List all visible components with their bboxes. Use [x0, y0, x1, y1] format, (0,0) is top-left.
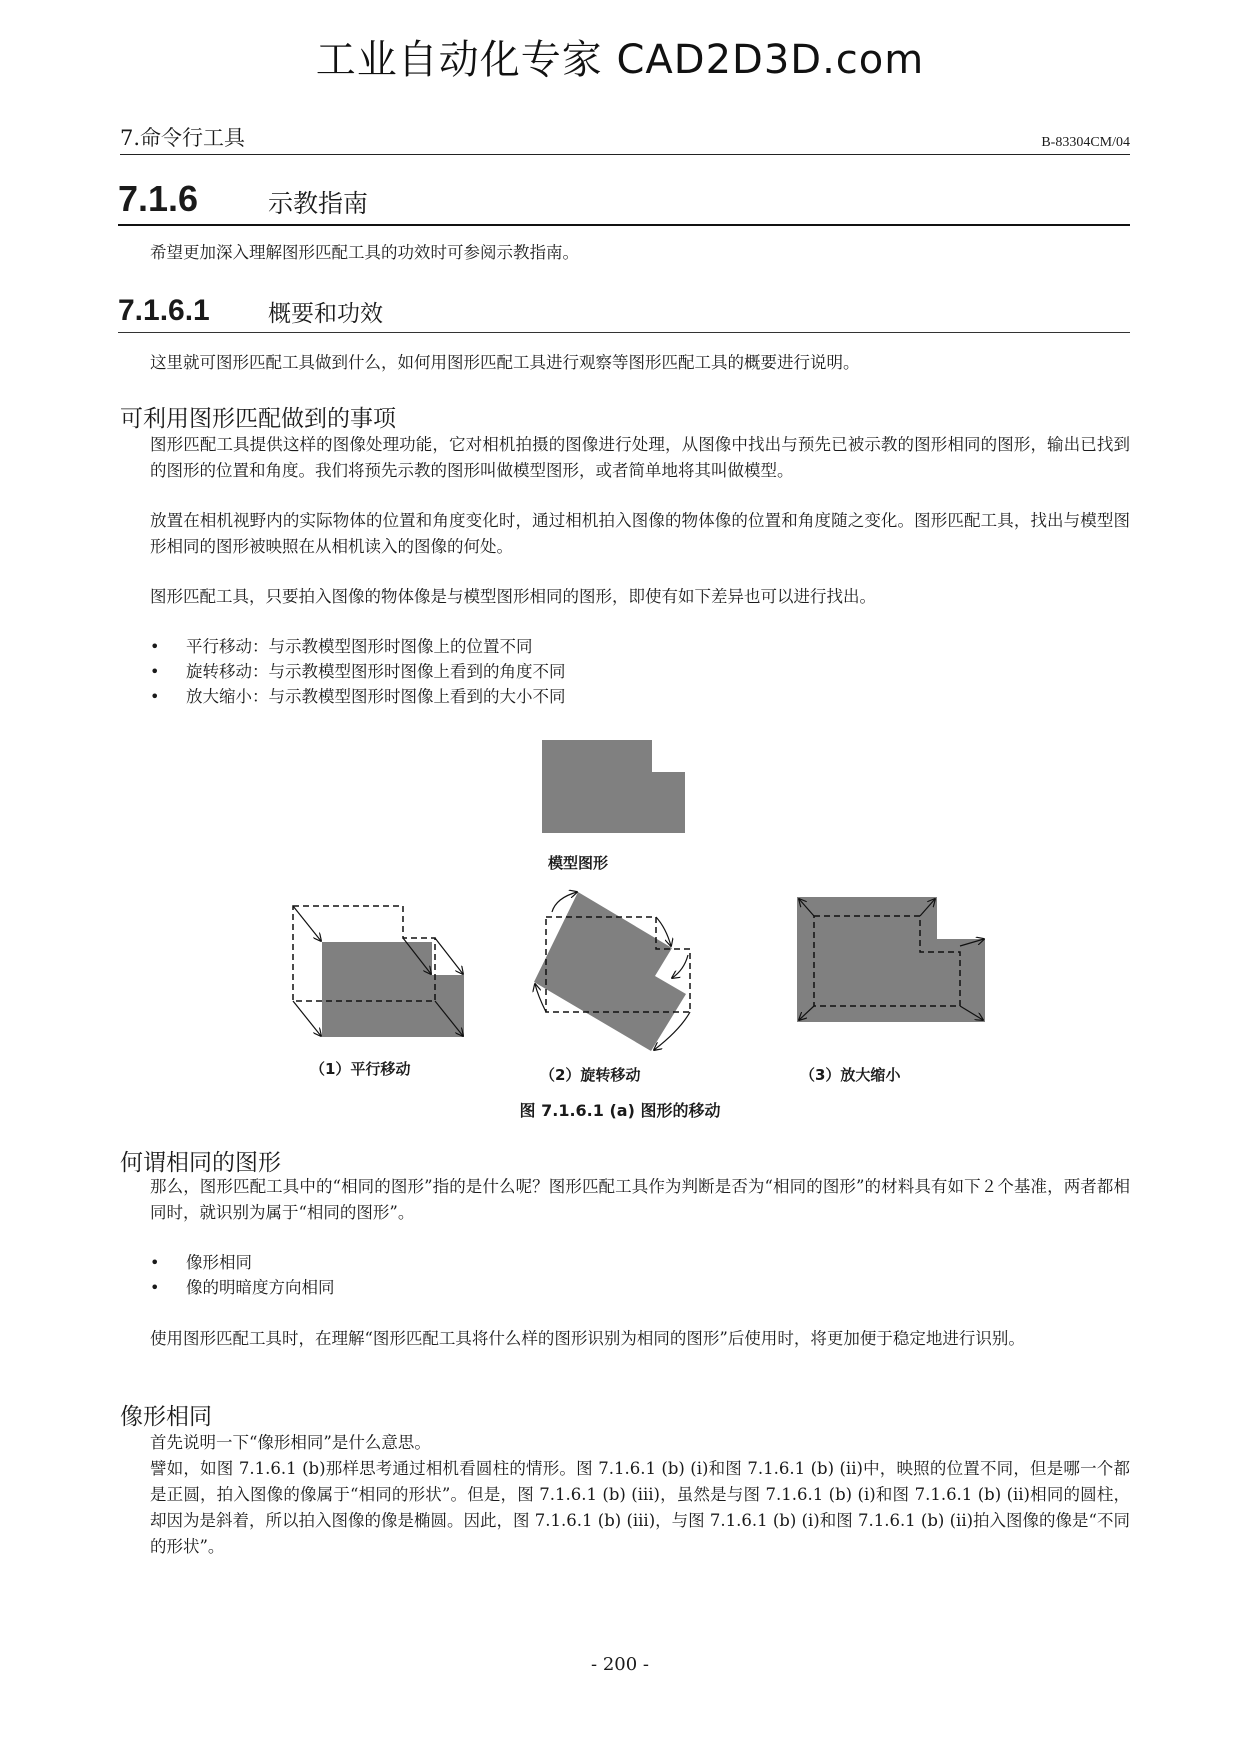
heading-capabilities: 可利用图形匹配做到的事项 — [120, 406, 396, 432]
paragraph-image-shape-1: 首先说明一下“像形相同”是什么意思。 — [150, 1433, 431, 1452]
rotation-diagram — [534, 892, 690, 1051]
figure-caption: 图 7.1.6.1 (a) 图形的移动 — [519, 1101, 721, 1120]
list-item: • 放大缩小：与示教模型图形时图像上看到的大小不同 — [150, 684, 566, 709]
model-label: 模型图形 — [548, 854, 609, 872]
subsection-title: 概要和功效 — [268, 301, 383, 327]
chapter-title: 7.命令行工具 — [120, 126, 246, 150]
label-rotation: （2）旋转移动 — [540, 1066, 641, 1084]
label-translation: （1）平行移动 — [310, 1060, 411, 1078]
section-intro: 希望更加深入理解图形匹配工具的功效时可参阅示教指南。 — [150, 243, 579, 262]
section-title: 示教指南 — [268, 189, 369, 218]
subsection-number: 7.1.6.1 — [118, 294, 210, 327]
subsection-intro: 这里就可图形匹配工具做到什么，如何用图形匹配工具进行观察等图形匹配工具的概要进行说明。 — [150, 353, 860, 372]
heading-image-shape: 像形相同 — [120, 1404, 212, 1430]
list-item: • 像的明暗度方向相同 — [150, 1275, 335, 1300]
paragraph-same-shape-1: 那么，图形匹配工具中的“相同的图形”指的是什么呢？图形匹配工具作为判断是否为“相同的图形”的材料具有如下２个基准，两者都相同时，就识别为属于“相同的图形”。 — [150, 1177, 1130, 1222]
document-id: B-83304CM/04 — [1041, 135, 1130, 150]
paragraph-image-shape-2: 譬如，如图 7.1.6.1 (b)那样思考通过相机看圆柱的情形。图 7.1.6.1 (b) (i)和图 7.1.6.1 (b) (ii)中，映照的位置不同，但是哪一个都是正圆，拍入图像的像属于“相同的形状”。但是，图 7.1.6.1 (b) (iii)，虽然是与图 7.1.6.1 (b) (i)和图 7.1.6.1 (b) (ii)相同的圆柱，却因为是斜着，所以拍入图像的像是椭圆。因此，图 7.1.6.1 (b) (iii)，与图 7.1.6.1 (b) (i)和图 7.1.6.1 (b) (ii)拍入图像的像是“不同的形状”。 — [150, 1459, 1130, 1556]
paragraph-capabilities-1: 图形匹配工具提供这样的图像处理功能，它对相机拍摄的图像进行处理，从图像中找出与预先已被示教的图形相同的图形，输出已找到的图形的位置和角度。我们将预先示教的图形叫做模型图形，或者简单地将其叫做模型。 — [150, 435, 1130, 480]
paragraph-capabilities-3: 图形匹配工具，只要拍入图像的物体像是与模型图形相同的图形，即使有如下差异也可以进行找出。 — [150, 587, 876, 606]
translation-diagram — [293, 906, 464, 1037]
page-number: - 200 - — [591, 1654, 649, 1675]
heading-same-shape: 何谓相同的图形 — [120, 1150, 281, 1176]
list-item: • 像形相同 — [150, 1250, 335, 1275]
model-shape — [542, 740, 685, 833]
list-item: • 平行移动：与示教模型图形时图像上的位置不同 — [150, 634, 566, 659]
criteria-list — [150, 1250, 335, 1300]
watermark-text: 工业自动化专家 CAD2D3D.com — [315, 37, 925, 83]
scaling-diagram — [797, 897, 985, 1022]
label-scaling: （3）放大缩小 — [800, 1066, 901, 1084]
paragraph-capabilities-2: 放置在相机视野内的实际物体的位置和角度变化时，通过相机拍入图像的物体像的位置和角度随之变化。图形匹配工具，找出与模型图形相同的图形被映照在从相机读入的图像的何处。 — [150, 511, 1130, 556]
section-number: 7.1.6 — [118, 178, 199, 219]
paragraph-same-shape-2: 使用图形匹配工具时，在理解“图形匹配工具将什么样的图形识别为相同的图形”后使用时，将更加便于稳定地进行识别。 — [150, 1329, 1025, 1348]
list-item: • 旋转移动：与示教模型图形时图像上看到的角度不同 — [150, 659, 566, 684]
